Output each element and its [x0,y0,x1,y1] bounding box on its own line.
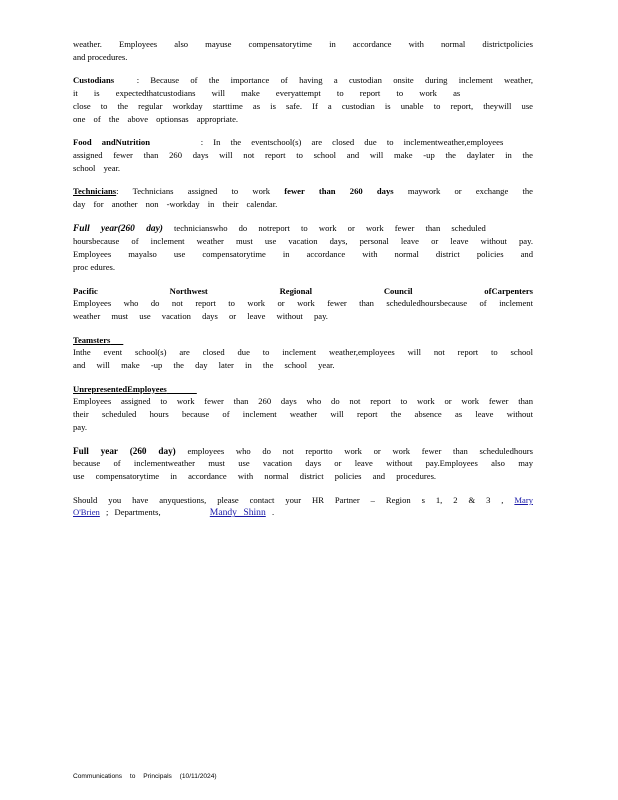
teamsters-section [73,334,533,372]
intro-text [73,38,533,63]
unrepresented-section [73,383,533,434]
teamsters-line-1: Inthe event school(s) are closed due to inclement weather,employees will not report to school [73,347,533,358]
unrepresented-heading: UnrepresentedEmployees [73,383,167,394]
document-page [73,38,533,531]
custodians-line-2: it is expectedthatcustodians will make everyattempt to report to work as [73,88,461,99]
teamsters-line-2: and will make -up the day later in the school year. [73,360,335,371]
mandy-shinn-link[interactable]: Mandy Shinn [209,507,266,519]
full-year-technicians-section [73,222,533,274]
food-nutrition-section [73,136,533,174]
custodians-line-4: one of the above optionsas appropriate. [73,113,239,124]
fullyear-line-2: hoursbecause of inclement weather must use vacation days, personal leave or leave without pay. [73,236,533,247]
carpenters-section [73,285,533,323]
fullyear-line-1: Full year(260 day) technicianswho do notreport to work or work fewer than scheduled [73,222,486,234]
page-footer: Communications to Principals (10/11/2024) [73,773,217,780]
carpenters-line-2: weather must use vacation days or leave without pay. [73,310,328,321]
fullyear2-line-3: use compensatorytime in accordance with normal district policies and procedures. [73,470,437,481]
teamsters-heading: Teamsters [73,334,111,345]
fullyear-line-3: Employees mayalso use compensatorytime in accordance with normal district policies and [73,249,533,260]
food-line-1: Food andNutrition : In the eventschool(s) are closed due to inclementweather,employees [73,137,504,148]
unrepresented-line-3: pay. [73,421,87,432]
technicians-line-2: day for another non -workday in their calendar. [73,199,278,210]
intro-line-1: weather. Employees also mayuse compensatorytime in accordance with normal districtpolicies [73,39,533,49]
carpenters-line-1: Employees who do not report to work or work fewer than scheduledhoursbecause of inclement [73,298,533,309]
fullyear2-line-2: because of inclementweather must use vacation days or leave without pay.Employees also may [73,458,533,469]
custodians-heading: Custodians [73,75,115,86]
carpenters-heading: Pacific Northwest Regional Council ofCarpenters [73,285,533,296]
custodians-line-3: close to the regular workday starttime as is safe. If a custodian is unable to report, theywill use [73,100,533,111]
fullyear-line-4: proc edures. [73,261,115,272]
contact-line-2: O'Brien ; Departments, Mandy Shinn . [73,507,275,519]
intro-paragraph [73,38,533,63]
fullyear2-line-1: Full year (260 day) employees who do not reportto work or work fewer than scheduledhours [73,445,534,456]
contact-section [73,494,533,520]
technicians-line-1: Technicians: Technicians assigned to work fewer than 260 days maywork or exchange the [73,186,533,197]
fullyear2-heading: Full year (260 day) [73,445,176,456]
fullyear-heading: Full year(260 day) [73,223,163,234]
mary-obrien-link-cont[interactable]: O'Brien [73,507,100,518]
custodians-section [73,74,533,125]
technicians-section [73,185,533,210]
food-line-2: assigned fewer than 260 days will not report to school and will make -up the daylater in the [73,149,533,160]
unrepresented-line-1: Employees assigned to work fewer than 260 days who do not report to work or work fewer than [73,396,533,407]
mary-obrien-link[interactable]: Mary [514,494,533,505]
unrepresented-line-2: their scheduled hours because of inclement weather will report the absence as leave without [73,409,533,420]
custodians-line-1: Custodians : Because of the importance of having a custodian onsite during inclement weather, [73,75,533,86]
intro-line-2: and procedures. [73,51,128,62]
technicians-heading: Technicians [73,186,117,197]
food-heading: Food andNutrition [73,137,151,148]
full-year-employees-section [73,445,533,483]
contact-line-1: Should you have anyquestions, please contact your HR Partner – Region s 1, 2 & 3 , Mary [73,494,533,505]
food-line-3: school year. [73,162,121,173]
